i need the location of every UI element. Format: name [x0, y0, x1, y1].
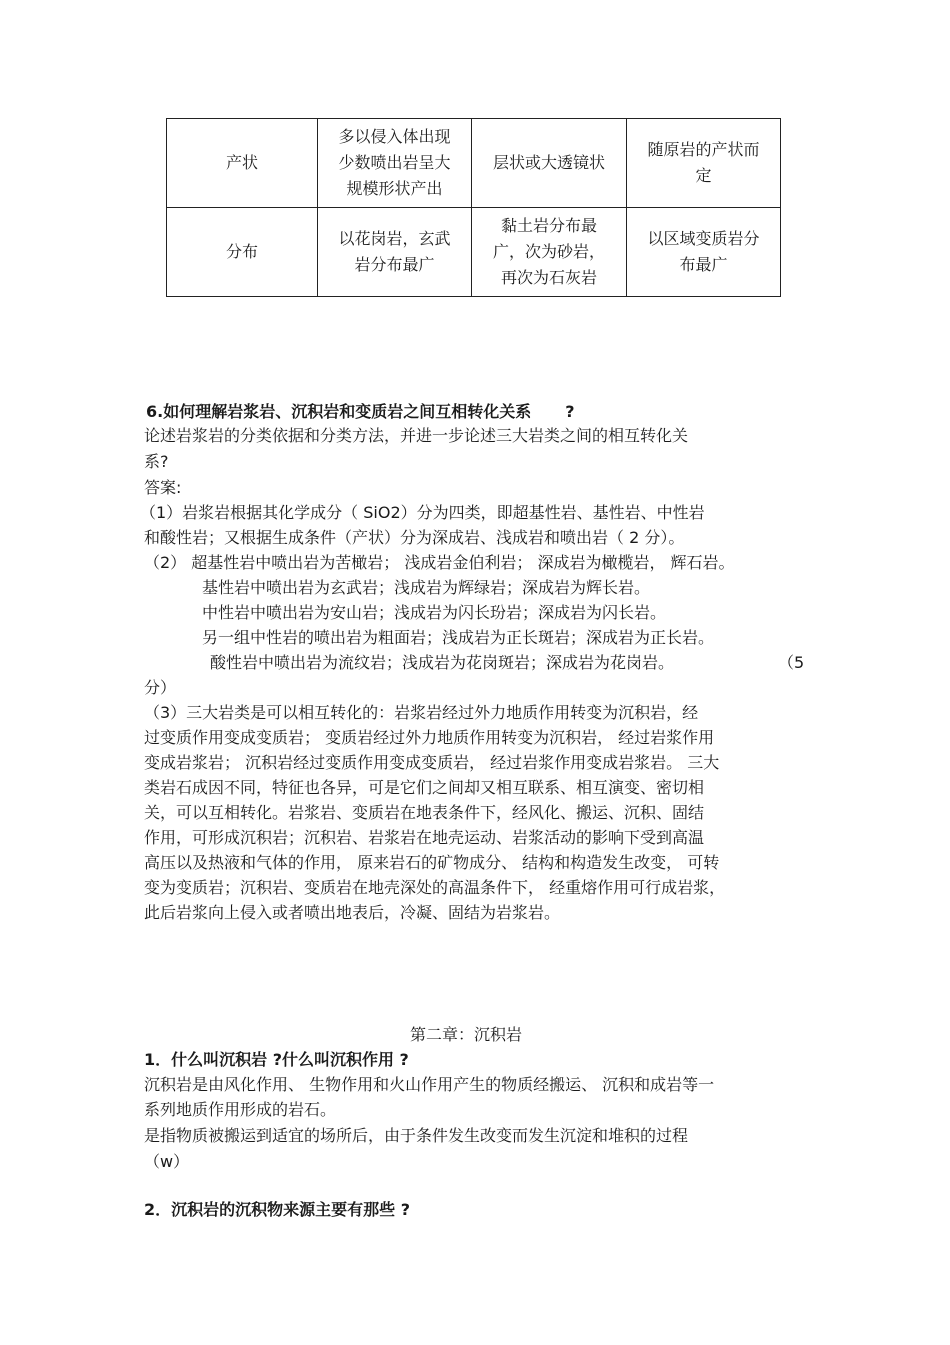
row-label-occurrence: 产状 [167, 119, 318, 208]
answer-line: 作用，可形成沉积岩；沉积岩、岩浆岩在地壳运动、岩浆活动的影响下受到高温 [144, 828, 705, 847]
question-6-title: 6.如何理解岩浆岩、沉积岩和变质岩之间互相转化关系 ? [146, 402, 575, 421]
answer-line: （3）三大岩类是可以相互转化的：岩浆岩经过外力地质作用转变为沉积岩，经 [144, 703, 699, 722]
cell-line: 岩分布最广 [354, 255, 435, 274]
answer-line: 高压以及热液和气体的作用， 原来岩石的矿物成分、 结构和构造发生改变， 可转 [144, 853, 720, 872]
answer-line: 变成岩浆岩； 沉积岩经过变质作用变成变质岩， 经过岩浆作用变成岩浆岩。 三大 [144, 753, 720, 772]
answer-line: 中性岩中喷出岩为安山岩；浅成岩为闪长玢岩；深成岩为闪长岩。 [202, 603, 667, 622]
cell-line: 以区域变质岩分 [647, 229, 760, 248]
cell-line: 以花岗岩，玄武 [338, 229, 451, 248]
question-1-line: 系列地质作用形成的岩石。 [144, 1100, 337, 1119]
question-1-title: 1．什么叫沉积岩 ?什么叫沉积作用 ? [144, 1050, 409, 1069]
answer-line: 基性岩中喷出岩为玄武岩；浅成岩为辉绿岩；深成岩为辉长岩。 [202, 578, 651, 597]
cell-line: 布最广 [679, 255, 728, 274]
answer-line: 分） [144, 678, 177, 697]
table-row [167, 208, 781, 297]
cell-line: 少数喷出岩呈大 [338, 153, 451, 172]
table-row [167, 119, 781, 208]
question-1-line: 是指物质被搬运到适宜的场所后，由于条件发生改变而发生沉淀和堆积的过程 [144, 1126, 689, 1145]
answer-line: 过变质作用变成变质岩； 变质岩经过外力地质作用转变为沉积岩， 经过岩浆作用 [144, 728, 715, 747]
answer-line: （2） 超基性岩中喷出岩为苦橄岩； 浅成岩金伯利岩； 深成岩为橄榄岩， 辉石岩。 [144, 553, 735, 572]
table-cell [472, 208, 627, 297]
question-6-subtitle-line: 系? [144, 452, 169, 471]
cell-line: 多以侵入体出现 [338, 127, 451, 146]
question-1-line: 沉积岩是由风化作用、 生物作用和火山作用产生的物质经搬运、 沉积和成岩等一 [144, 1075, 715, 1094]
cell-line: 规模形状产出 [346, 179, 443, 198]
answer-line: （1）岩浆岩根据其化学成分（ SiO2）分为四类，即超基性岩、基性岩、中性岩 [140, 503, 705, 522]
answer-label: 答案: [144, 478, 182, 497]
rock-comparison-table [166, 118, 781, 297]
table-cell [318, 119, 472, 208]
chapter-heading: 第二章：沉积岩 [410, 1025, 523, 1044]
answer-line: 关，可以互相转化。岩浆岩、变质岩在地表条件下，经风化、搬运、沉积、固结 [144, 803, 705, 822]
row-label-distribution: 分布 [167, 208, 318, 297]
cell-line: 黏土岩分布最 [500, 216, 597, 235]
cell-line: 随原岩的产状而 [647, 140, 760, 159]
table-cell [627, 208, 781, 297]
answer-line: 此后岩浆向上侵入或者喷出地表后，冷凝、固结为岩浆岩。 [144, 903, 561, 922]
question-1-line: （w） [144, 1152, 190, 1171]
answer-line: 另一组中性岩的喷出岩为粗面岩；浅成岩为正长斑岩；深成岩为正长岩。 [202, 628, 715, 647]
cell-line: 再次为石灰岩 [500, 268, 597, 287]
table-cell [627, 119, 781, 208]
answer-line: 类岩石成因不同，特征也各异，可是它们之间却又相互联系、相互演变、密切相 [144, 778, 705, 797]
question-6-subtitle-line: 论述岩浆岩的分类依据和分类方法，并进一步论述三大岩类之间的相互转化关 [144, 426, 689, 445]
cell-line: 广，次为砂岩， [492, 242, 605, 261]
answer-line: （5 [778, 653, 805, 672]
cell-line: 层状或大透镜状 [492, 153, 605, 172]
answer-line: 和酸性岩；又根据生成条件（产状）分为深成岩、浅成岩和喷出岩（ 2 分）。 [144, 528, 685, 547]
question-2-title: 2．沉积岩的沉积物来源主要有那些 ? [144, 1200, 410, 1219]
table-cell [472, 119, 627, 208]
answer-line: 变为变质岩；沉积岩、变质岩在地壳深处的高温条件下， 经重熔作用可行成岩浆， [144, 878, 726, 897]
table-cell [318, 208, 472, 297]
answer-line: 酸性岩中喷出岩为流纹岩；浅成岩为花岗斑岩；深成岩为花岗岩。 [210, 653, 675, 672]
cell-line: 定 [695, 166, 712, 185]
